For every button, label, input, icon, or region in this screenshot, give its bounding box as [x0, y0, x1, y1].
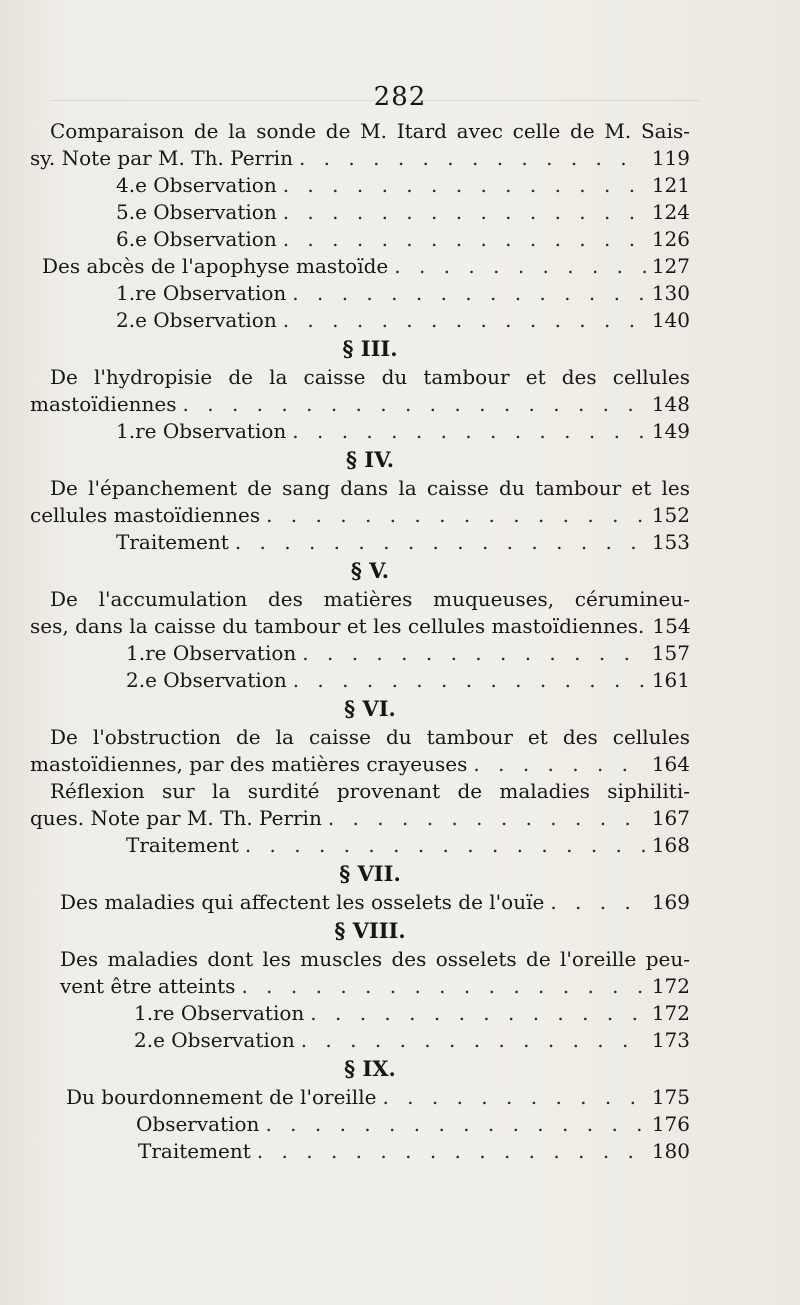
toc-entry-page: 130 — [651, 281, 690, 305]
toc-entry-title: sy. Note par M. Th. Perrin — [30, 146, 293, 170]
toc-entry — [30, 1084, 690, 1111]
toc-entry-title: vent être atteints — [60, 974, 236, 998]
leader-dots — [382, 1084, 645, 1111]
toc-entry-page: 140 — [651, 308, 690, 332]
toc-entry-text: Des maladies dont les muscles des osselets de l'oreille peu- — [60, 947, 690, 971]
table-of-contents — [30, 118, 690, 1165]
leader-dots — [310, 1000, 646, 1027]
toc-entry-title: 1.re Observation — [134, 1001, 305, 1025]
toc-entry-page: 180 — [651, 1139, 690, 1163]
toc-entry — [30, 1111, 690, 1138]
toc-entry-text: De l'accumulation des matières muqueuses, cérumineu- — [50, 587, 690, 611]
toc-entry — [30, 640, 690, 667]
toc-entry-text: Réflexion sur la surdité provenant de maladies siphiliti- — [50, 779, 690, 803]
toc-entry — [30, 199, 690, 226]
toc-entry — [30, 832, 690, 859]
section-heading: § III. — [342, 336, 398, 361]
toc-entry — [30, 667, 690, 694]
leader-dots — [265, 1111, 645, 1138]
toc-entry — [30, 391, 690, 418]
toc-entry-title: 5.e Observation — [116, 200, 277, 224]
toc-entry — [30, 805, 690, 832]
section-heading: § IX. — [344, 1056, 396, 1081]
toc-entry-page: 127 — [651, 254, 690, 278]
leader-dots — [257, 1138, 646, 1165]
leader-dots — [183, 391, 646, 418]
leader-dots — [245, 832, 646, 859]
section-heading: § IV. — [345, 447, 395, 472]
toc-entry — [30, 1000, 690, 1027]
leader-dots — [292, 280, 646, 307]
toc-entry-text: De l'obstruction de la caisse du tambour et des cellules — [50, 725, 690, 749]
toc-entry-title: mastoïdiennes — [30, 392, 177, 416]
toc-entry-title: 2.e Observation — [116, 308, 277, 332]
toc-entry-title: 2.e Observation — [126, 668, 287, 692]
toc-entry-title: 4.e Observation — [116, 173, 277, 197]
toc-entry-page: 173 — [651, 1028, 690, 1052]
leader-dots — [292, 418, 646, 445]
toc-entry-title: mastoïdiennes, par des matières crayeuses — [30, 752, 468, 776]
toc-entry-page: 175 — [651, 1085, 690, 1109]
leader-dots — [293, 667, 646, 694]
section-heading: § VII. — [339, 861, 401, 886]
toc-entry-text: De l'hydropisie de la caisse du tambour et des cellules — [50, 365, 690, 389]
leader-dots — [283, 172, 646, 199]
leader-dots — [283, 307, 646, 334]
toc-entry-title: 2.e Observation — [134, 1028, 295, 1052]
toc-entry — [30, 145, 690, 172]
toc-entry-title: ses, dans la caisse du tambour et les cellules mastoïdiennes. — [30, 614, 645, 638]
toc-entry-page: 161 — [651, 668, 690, 692]
toc-entry-title: 1.re Observation — [116, 419, 287, 443]
toc-entry — [30, 1138, 690, 1165]
toc-entry-title: Traitement — [126, 833, 239, 857]
section-heading: § VI. — [344, 696, 396, 721]
toc-entry — [30, 751, 690, 778]
header-rule — [50, 100, 700, 101]
toc-entry — [30, 529, 690, 556]
toc-entry-page: 176 — [651, 1112, 690, 1136]
leader-dots — [283, 199, 646, 226]
toc-entry — [30, 973, 690, 1000]
toc-entry-page: 154 — [652, 614, 691, 638]
toc-entry-page: 152 — [651, 503, 690, 527]
toc-entry-page: 148 — [651, 392, 690, 416]
toc-entry-page: 164 — [651, 752, 690, 776]
leader-dots — [299, 145, 646, 172]
toc-entry — [30, 502, 690, 529]
leader-dots — [394, 253, 646, 280]
toc-entry-page: 119 — [651, 146, 690, 170]
toc-entry — [30, 280, 690, 307]
toc-entry-page: 172 — [651, 1001, 690, 1025]
section-heading: § VIII. — [334, 918, 406, 943]
toc-entry-page: 172 — [651, 974, 690, 998]
leader-dots — [550, 889, 646, 916]
toc-entry — [30, 1027, 690, 1054]
leader-dots — [302, 640, 646, 667]
toc-entry-text: De l'épanchement de sang dans la caisse du tambour et les — [50, 476, 690, 500]
toc-entry-page: 168 — [651, 833, 690, 857]
toc-entry-title: ques. Note par M. Th. Perrin — [30, 806, 322, 830]
toc-entry-page: 124 — [651, 200, 690, 224]
toc-entry-title: Des abcès de l'apophyse mastoïde — [42, 254, 389, 278]
toc-entry — [30, 172, 690, 199]
page-number: 282 — [373, 82, 427, 112]
leader-dots — [301, 1027, 646, 1054]
toc-entry-title: 6.e Observation — [116, 227, 277, 251]
toc-entry-title: Des maladies qui affectent les osselets de l'ouïe — [60, 890, 545, 914]
toc-entry — [30, 418, 690, 445]
toc-entry-title: 1.re Observation — [116, 281, 287, 305]
toc-entry-page: 153 — [651, 530, 690, 554]
toc-entry — [30, 307, 690, 334]
toc-entry-page: 169 — [651, 890, 690, 914]
toc-entry-title: Traitement — [138, 1139, 251, 1163]
toc-entry-page: 167 — [651, 806, 690, 830]
toc-entry-title: Observation — [136, 1112, 260, 1136]
toc-entry — [30, 253, 690, 280]
leader-dots — [266, 502, 646, 529]
toc-entry-page: 149 — [651, 419, 690, 443]
toc-entry — [30, 889, 690, 916]
toc-entry-title: Traitement — [116, 530, 229, 554]
section-heading: § V. — [350, 558, 390, 583]
leader-dots — [328, 805, 646, 832]
toc-entry-title: Du bourdonnement de l'oreille — [66, 1085, 377, 1109]
leader-dots — [473, 751, 645, 778]
toc-entry-title: cellules mastoïdiennes — [30, 503, 261, 527]
leader-dots — [241, 973, 645, 1000]
toc-entry — [30, 613, 690, 640]
leader-dots — [283, 226, 646, 253]
toc-entry-title: 1.re Observation — [126, 641, 297, 665]
leader-dots — [235, 529, 646, 556]
toc-entry-text: Comparaison de la sonde de M. Itard avec celle de M. Sais- — [50, 119, 690, 143]
toc-entry-page: 126 — [651, 227, 690, 251]
toc-entry-page: 157 — [651, 641, 690, 665]
toc-entry — [30, 226, 690, 253]
toc-entry-page: 121 — [651, 173, 690, 197]
